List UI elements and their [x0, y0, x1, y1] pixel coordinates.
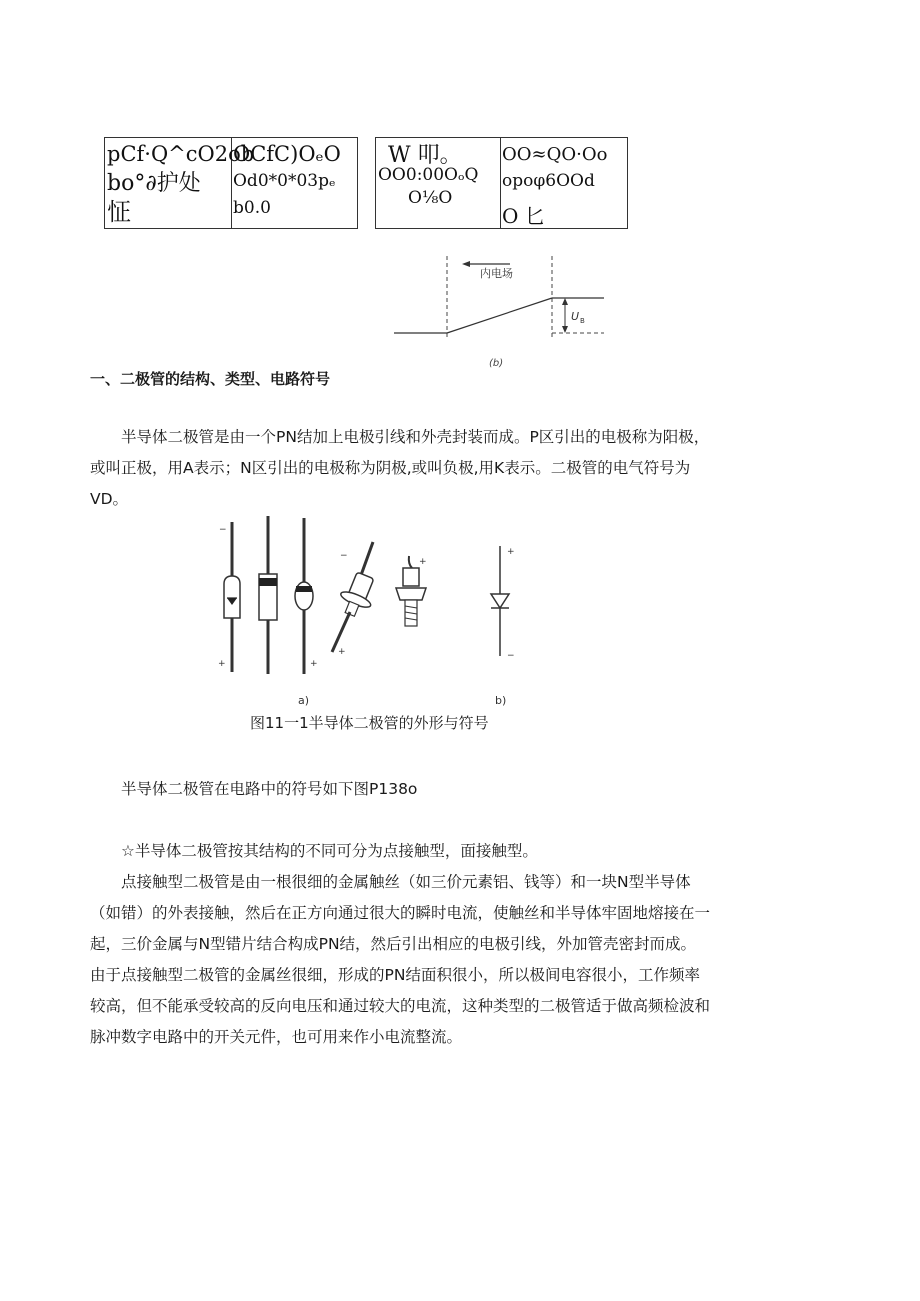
plus-sign: +	[218, 659, 226, 669]
section-heading: 一、二极管的结构、类型、电路符号	[90, 370, 331, 388]
garbled-text: pCf·Q^cO2ob	[107, 142, 255, 166]
garbled-text: opoφ6OOd	[502, 171, 595, 191]
garbled-text: bo°∂护处	[107, 171, 201, 196]
garbled-text: W 叩。	[388, 143, 462, 168]
figure-b-label: (b)	[489, 358, 504, 369]
figure-caption: 图11一1半导体二极管的外形与符号	[250, 714, 489, 732]
garbled-text: OCfC)OₑO	[233, 142, 341, 166]
paragraph-symbol-ref	[90, 774, 710, 805]
garbled-table-right	[375, 137, 628, 229]
minus-sign: −	[507, 651, 515, 661]
table-divider	[500, 138, 501, 228]
garbled-text: O 匕	[502, 204, 545, 228]
minus-sign: −	[340, 551, 348, 561]
diode-figure	[210, 512, 530, 712]
garbled-text: 怔	[107, 198, 131, 226]
label-b: b)	[495, 694, 507, 707]
paragraph-intro	[90, 422, 710, 515]
garbled-text: O⅛O	[408, 188, 453, 208]
arrow-label: 内电场	[480, 267, 513, 280]
voltage-label: U	[571, 310, 580, 323]
voltage-subscript: B	[580, 317, 585, 325]
garbled-text: OO≈QO·Oo	[502, 144, 608, 165]
plus-sign: +	[310, 659, 318, 669]
built-in-field-figure	[392, 250, 614, 376]
garbled-text: Od0*0*03pₑ	[233, 171, 336, 191]
paragraph-text: 半导体二极管在电路中的符号如下图P138o	[121, 780, 418, 798]
paragraph-text: 半导体二极管是由一个PN结加上电极引线和外壳封装而成。P区引出的电极称为阳极，或叫正极，用A表示；N区引出的电极称为阴极,或叫负极,用K表示。二极管的电气符号为VD。	[90, 428, 710, 508]
plus-sign: +	[338, 647, 346, 657]
garbled-text: b0.0	[233, 198, 271, 218]
paragraph-text: ☆半导体二极管按其结构的不同可分为点接触型，面接触型。	[121, 842, 538, 860]
paragraph-text: 点接触型二极管是由一根很细的金属触丝（如三价元素铝、钱等）和一块N型半导体（如错）的外表接触，然后在正方向通过很大的瞬时电流，使触丝和半导体牢固地熔接在一起，三价金属与N型错片结合构成PN结，然后引出相应的电极引线，外加管壳密封而成。由于点接触型二极管的金属丝很细，形成的PN结面积很小，所以极间电容很小，工作频率较高，但不能承受较高的反向电压和通过较大的电流，这种类型的二极管适于做高频检波和脉冲数字电路中的开关元件，也可用来作小电流整流。	[90, 873, 711, 1046]
garbled-text: OO0:00OₒQ	[378, 165, 479, 185]
label-a: a)	[298, 694, 310, 707]
plus-sign: +	[419, 557, 427, 567]
minus-sign: −	[219, 525, 227, 535]
garbled-table-left	[104, 137, 358, 229]
plus-sign: +	[507, 547, 515, 557]
paragraph-types	[90, 836, 710, 1053]
